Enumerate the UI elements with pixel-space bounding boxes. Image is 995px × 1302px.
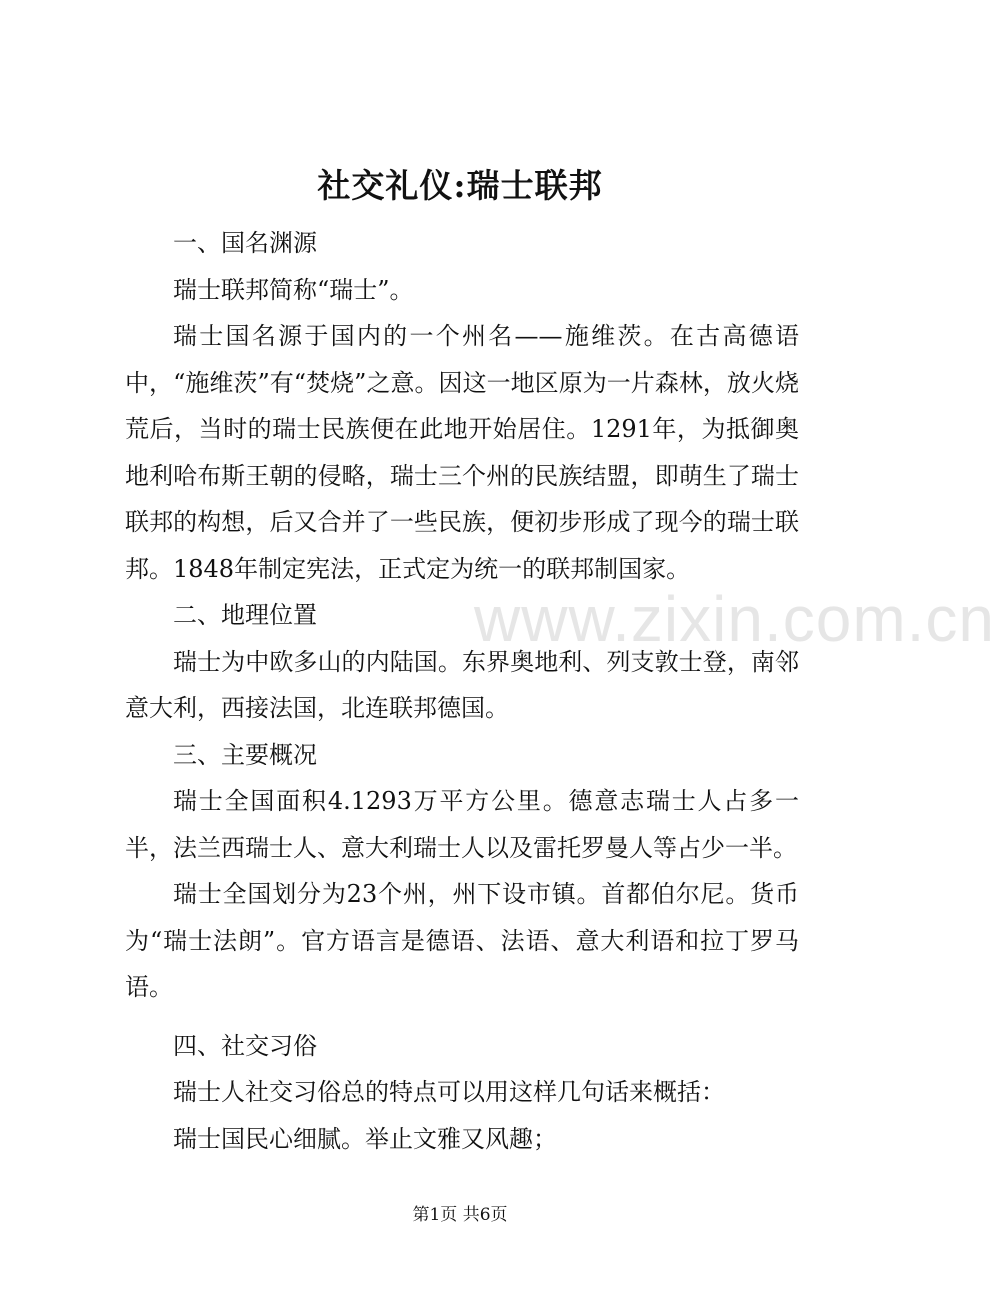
section-heading: 一、国名渊源 [173,229,317,257]
paragraph: 瑞士全国划分为23个州，州下设市镇。首都伯尔尼。货币为“瑞士法朗”。官方语言是德语、法语、意大利语和拉丁罗马语。 [125,880,799,1001]
section-heading: 四、社交习俗 [173,1031,317,1060]
spacer [125,1011,799,1023]
section-heading: 二、地理位置 [173,601,317,629]
paragraph: 瑞士国名源于国内的一个州名——施维茨。在古高德语中，“施维茨”有“焚烧”之意。因这一地区原为一片森林，放火烧荒后，当时的瑞士民族便在此地开始居住。1291年，为抵御奥地利哈布斯王朝的侵略，瑞士三个州的民族结盟，即萌生了瑞士联邦的构想，后又合并了一些民族，便初步形成了现今的瑞士联邦。1848年制定宪法，正式定为统一的联邦制国家。 [125,322,799,583]
paragraph: 瑞士为中欧多山的内陆国。东界奥地利、列支敦士登，南邻意大利，西接法国，北连联邦德国。 [125,647,799,722]
watermark: www.zixin.com.cn [474,583,995,655]
paragraph: 瑞士全国面积4.1293万平方公里。德意志瑞士人占多一半，法兰西瑞士人、意大利瑞士人以及雷托罗曼人等占少一半。 [125,787,799,862]
paragraph: 瑞士国民心细腻。举止文雅又风趣； [173,1124,557,1153]
section-heading: 三、主要概况 [173,740,317,769]
paragraph: 瑞士联邦简称“瑞士”。 [173,275,414,304]
paragraph: 瑞士人社交习俗总的特点可以用这样几句话来概括： [173,1078,725,1106]
page-footer: 第1页 共6页 [412,1205,508,1225]
page-title: 社交礼仪:瑞士联邦 [317,166,603,205]
document-body [125,220,799,1162]
